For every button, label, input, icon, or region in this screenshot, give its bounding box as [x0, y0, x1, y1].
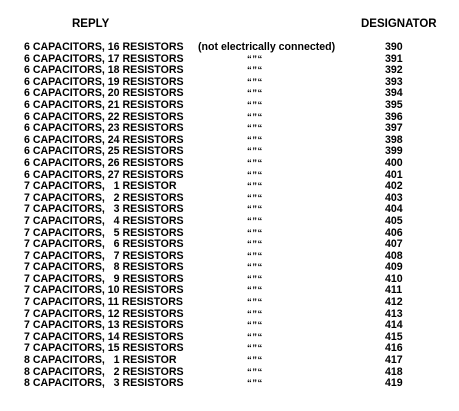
reply-cell: 7 CAPACITORS, 15 RESISTORS	[24, 342, 184, 355]
ditto-mark: “”“	[247, 146, 263, 158]
reply-cell: 7 CAPACITORS, 2 RESISTORS	[24, 191, 184, 204]
table-row	[0, 355, 459, 367]
ditto-mark: “”“	[247, 366, 263, 378]
ditto-mark: “”“	[247, 239, 263, 251]
designator-cell: 390	[385, 41, 403, 53]
reply-cell: 6 CAPACITORS, 26 RESISTORS	[24, 156, 184, 169]
designator-cell: 405	[385, 214, 403, 227]
table-row	[0, 216, 459, 228]
table-row	[0, 297, 459, 309]
reply-cell: 6 CAPACITORS, 20 RESISTORS	[24, 87, 184, 100]
ditto-mark: “”“	[247, 297, 263, 309]
designator-cell: 416	[385, 342, 403, 355]
reply-cell: 6 CAPACITORS, 18 RESISTORS	[24, 64, 184, 77]
reply-cell: 7 CAPACITORS, 10 RESISTORS	[24, 284, 184, 297]
ditto-mark: “”“	[247, 157, 263, 169]
reply-cell: 7 CAPACITORS, 14 RESISTORS	[24, 330, 184, 343]
designator-cell: 406	[385, 226, 403, 239]
ditto-mark: “”“	[247, 111, 263, 123]
designator-cell: 418	[385, 365, 403, 378]
table-row	[0, 42, 459, 54]
designator-cell: 391	[385, 52, 403, 65]
ditto-mark: “”“	[247, 378, 263, 390]
designator-cell: 415	[385, 330, 403, 343]
ditto-mark: “”“	[247, 76, 263, 88]
table-row	[0, 100, 459, 112]
ditto-mark: “”“	[247, 331, 263, 343]
ditto-mark: “”“	[247, 250, 263, 262]
reply-cell: 6 CAPACITORS, 23 RESISTORS	[24, 122, 184, 135]
ditto-mark: “”“	[247, 215, 263, 227]
table-row	[0, 378, 459, 390]
designator-cell: 407	[385, 238, 403, 251]
designator-cell: 404	[385, 203, 403, 216]
designator-cell: 408	[385, 249, 403, 262]
reply-cell: 7 CAPACITORS, 4 RESISTORS	[24, 214, 184, 227]
ditto-mark: “”“	[247, 53, 263, 65]
ditto-mark: “”“	[247, 134, 263, 146]
designator-cell: 401	[385, 168, 403, 181]
ditto-mark: “”“	[247, 65, 263, 77]
designator-cell: 413	[385, 307, 403, 320]
reply-cell: 8 CAPACITORS, 1 RESISTOR	[24, 354, 177, 367]
reply-cell: 7 CAPACITORS, 12 RESISTORS	[24, 307, 184, 320]
ditto-mark: “”“	[247, 273, 263, 285]
ditto-mark: “”“	[247, 262, 263, 274]
ditto-mark: “”“	[247, 99, 263, 111]
reply-cell: 7 CAPACITORS, 6 RESISTORS	[24, 238, 184, 251]
ditto-mark: “”“	[247, 123, 263, 135]
designator-cell: 395	[385, 98, 403, 111]
designator-cell: 402	[385, 180, 403, 193]
designator-cell: 398	[385, 133, 403, 146]
designator-cell: 393	[385, 75, 403, 88]
ditto-mark: “”“	[247, 343, 263, 355]
designator-cell: 400	[385, 156, 403, 169]
designator-cell: 403	[385, 191, 403, 204]
designator-cell: 411	[385, 284, 403, 297]
table-row	[0, 158, 459, 170]
reply-cell: 6 CAPACITORS, 16 RESISTORS	[24, 41, 184, 53]
ditto-mark: “”“	[247, 181, 263, 193]
ditto-mark: “”“	[247, 192, 263, 204]
designator-cell: 397	[385, 122, 403, 135]
reply-cell: 6 CAPACITORS, 21 RESISTORS	[24, 98, 184, 111]
reply-cell: 6 CAPACITORS, 24 RESISTORS	[24, 133, 184, 146]
reply-cell: 7 CAPACITORS, 3 RESISTORS	[24, 203, 184, 216]
table-row	[0, 123, 459, 135]
designator-cell: 399	[385, 145, 403, 158]
reply-cell: 6 CAPACITORS, 17 RESISTORS	[24, 52, 184, 65]
reply-table	[0, 42, 459, 390]
ditto-mark: “”“	[247, 227, 263, 239]
table-row	[0, 239, 459, 251]
reply-cell: 8 CAPACITORS, 2 RESISTORS	[24, 365, 184, 378]
reply-column-header: REPLY	[72, 18, 110, 30]
reply-cell: 6 CAPACITORS, 25 RESISTORS	[24, 145, 184, 158]
reply-cell: 7 CAPACITORS, 5 RESISTORS	[24, 226, 184, 239]
designator-cell: 417	[385, 354, 403, 367]
ditto-mark: “”“	[247, 88, 263, 100]
reply-cell: 7 CAPACITORS, 8 RESISTORS	[24, 261, 184, 274]
ditto-mark: “”“	[247, 355, 263, 367]
reply-cell: 7 CAPACITORS, 9 RESISTORS	[24, 272, 184, 285]
designator-cell: 409	[385, 261, 403, 274]
reply-cell: 8 CAPACITORS, 3 RESISTORS	[24, 377, 184, 390]
reply-cell: 7 CAPACITORS, 1 RESISTOR	[24, 180, 177, 193]
ditto-mark: “”“	[247, 204, 263, 216]
reply-cell: 6 CAPACITORS, 22 RESISTORS	[24, 110, 184, 123]
reply-cell: 7 CAPACITORS, 13 RESISTORS	[24, 319, 184, 332]
designator-cell: 410	[385, 272, 403, 285]
designator-cell: 419	[385, 377, 403, 390]
note-cell: (not electrically connected)	[198, 41, 336, 53]
table-row	[0, 181, 459, 193]
designator-column-header: DESIGNATOR	[361, 18, 437, 30]
designator-cell: 394	[385, 87, 403, 100]
ditto-mark: “”“	[247, 169, 263, 181]
reply-cell: 7 CAPACITORS, 11 RESISTORS	[24, 296, 183, 309]
reply-cell: 7 CAPACITORS, 7 RESISTORS	[24, 249, 184, 262]
designator-cell: 414	[385, 319, 403, 332]
ditto-mark: “”“	[247, 285, 263, 297]
designator-cell: 396	[385, 110, 403, 123]
reply-cell: 6 CAPACITORS, 27 RESISTORS	[24, 168, 184, 181]
reply-cell: 6 CAPACITORS, 19 RESISTORS	[24, 75, 184, 88]
designator-cell: 412	[385, 296, 403, 309]
ditto-mark: “”“	[247, 320, 263, 332]
ditto-mark: “”“	[247, 308, 263, 320]
designator-cell: 392	[385, 64, 403, 77]
